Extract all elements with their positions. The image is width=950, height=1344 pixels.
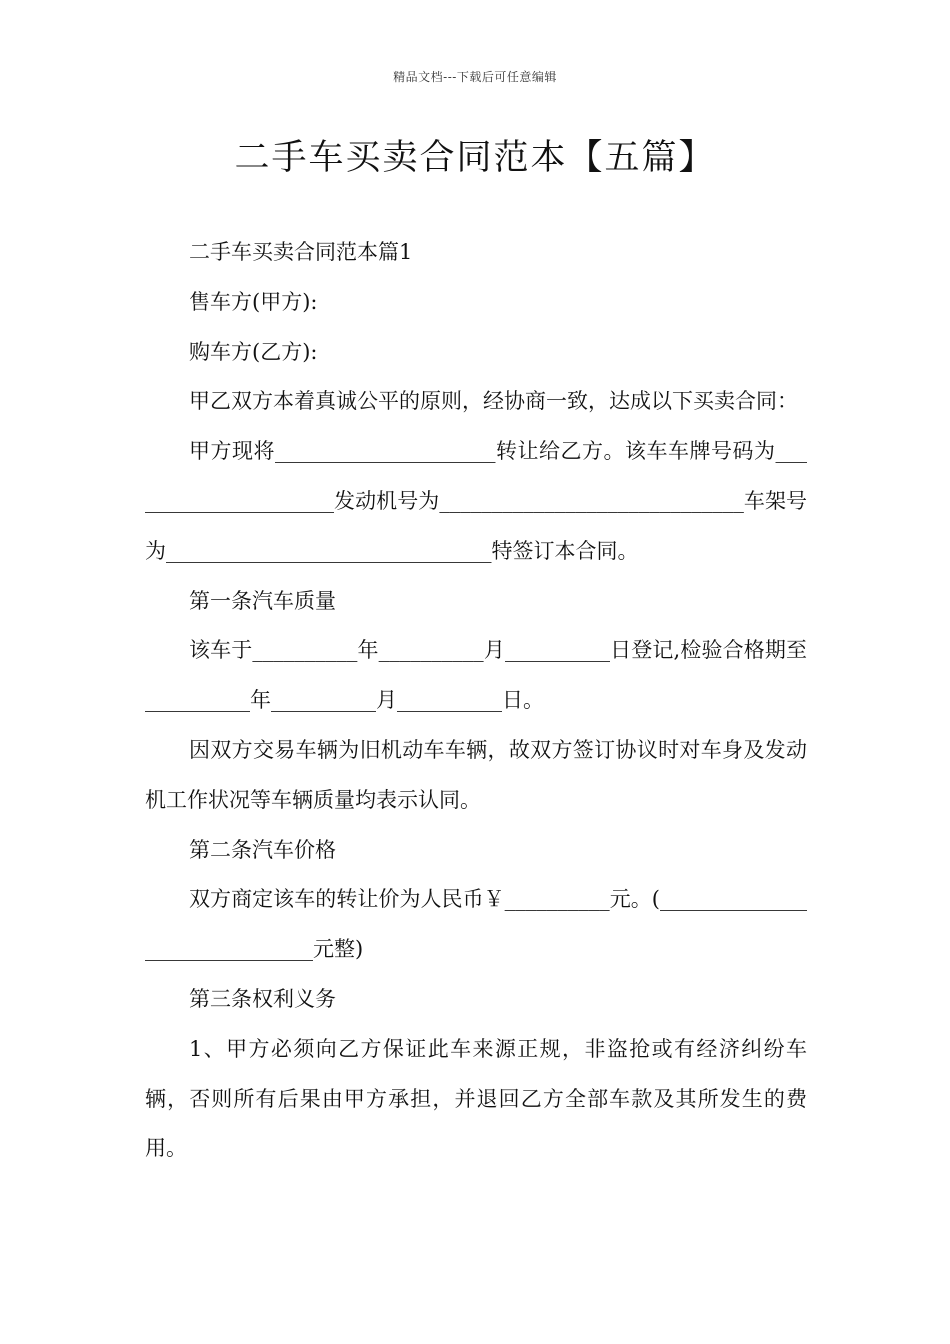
registration-date-paragraph: 该车于__________年__________月__________日登记,检验合格期至__________年__________月__________日。 [145, 638, 807, 713]
quality-acknowledgement-paragraph: 因双方交易车辆为旧机动车车辆，故双方签订协议时对车身及发动机工作状况等车辆质量均表示认同。 [145, 737, 807, 812]
article-3-heading: 第三条权利义务 [189, 986, 336, 1011]
buyer-party-line: 购车方(乙方): [189, 339, 318, 364]
document-title: 二手车买卖合同范本【五篇】 [234, 138, 716, 178]
seller-party-line: 售车方(甲方): [189, 289, 318, 314]
document-body [145, 228, 807, 1174]
vehicle-info-paragraph: 甲方现将_____________________转让给乙方。该车车牌号码为_____________________发动机号为_____________________________车架号为_______________________________特签订本合同。 [145, 439, 807, 563]
section-heading-contract-1: 二手车买卖合同范本篇1 [189, 240, 413, 264]
obligation-1-paragraph: 1、甲方必须向乙方保证此车来源正规，非盗抢或有经济纠纷车辆，否则所有后果由甲方承担，并退回乙方全部车款及其所发生的费用。 [145, 1036, 807, 1161]
article-2-heading: 第二条汽车价格 [189, 837, 336, 862]
contract-intro-paragraph: 甲乙双方本着真诚公平的原则，经协商一致，达成以下买卖合同： [189, 389, 798, 414]
header-note: 精品文档---下载后可任意编辑 [393, 70, 557, 84]
price-paragraph: 双方商定该车的转让价为人民币￥__________元。(______________________________元整) [145, 887, 807, 962]
article-1-heading: 第一条汽车质量 [189, 588, 336, 613]
